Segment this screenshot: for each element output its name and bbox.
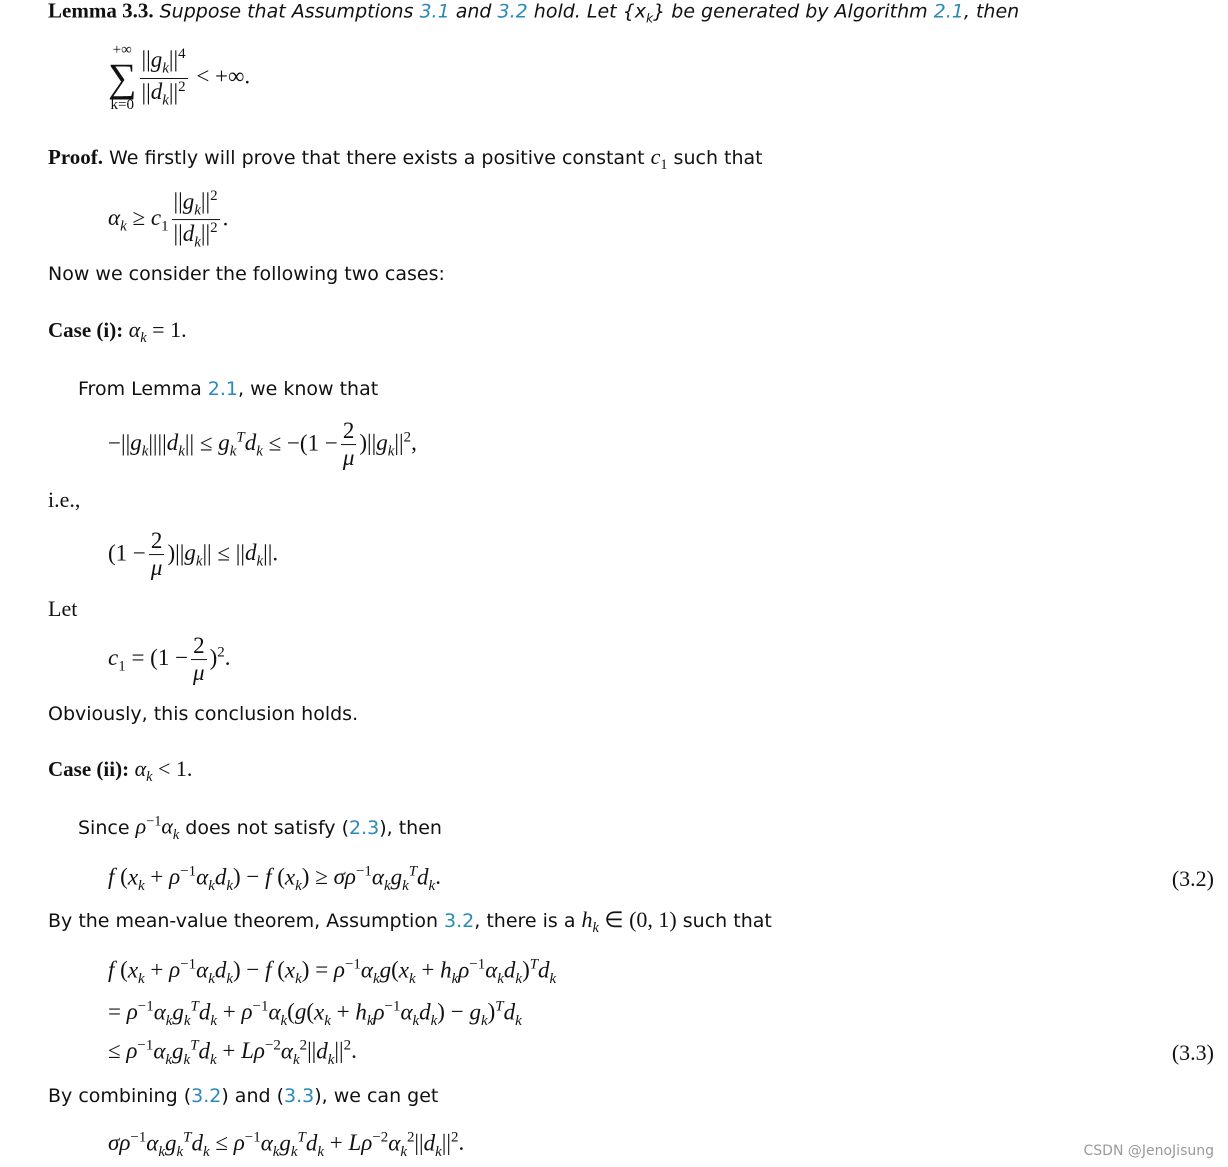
text: such that: [676, 909, 772, 932]
alpha-bound-equation: [108, 188, 228, 252]
lemma-equation: [108, 43, 250, 113]
mean-value-line: [48, 907, 772, 937]
lemma-text: hold. Let $\{x_k\}$ be generated by Algorithm: [527, 0, 934, 26]
equation-number: (3.3): [1171, 1040, 1214, 1065]
fraction: [191, 633, 207, 687]
equation-3-3-line-2: = $\rho^{-1}\alpha_kg_k^Td_k + \rho^{-1}\alpha_k(g(x_k + h_k\rho^{-1}\alpha_kd_k) - g_k)^Td_k$: [108, 998, 522, 1029]
text: does not satisfy (: [179, 816, 349, 839]
math: $c_1$: [650, 143, 668, 174]
sum-lower: k=0: [110, 97, 134, 113]
text: ) and (: [221, 1085, 284, 1107]
lemma-text: and: [449, 0, 498, 23]
summation: +∞ ∑ k=0: [108, 42, 137, 113]
assumption-3-1-link[interactable]: 3.1: [419, 0, 450, 23]
proof-intro: [48, 144, 763, 174]
sum-upper: +∞: [112, 42, 132, 58]
equation-3-3-line-1: f $(x_k + \rho^{-1}\alpha_kd_k) - f$ $(x_k) = \rho^{-1}\alpha_kg(x_k + h_k\rho^{-1}\alpha_kd_k)^Td_k$: [108, 956, 557, 987]
rhs: )$||g_k||^2$,: [359, 429, 417, 460]
case-1-heading: [48, 317, 187, 347]
denominator: μ: [193, 660, 205, 686]
lemma-2-1-link[interactable]: 2.1: [207, 378, 238, 400]
text: , there is a: [474, 909, 582, 932]
denominator: μ: [150, 555, 163, 581]
case-label: Case (i):: [48, 317, 124, 342]
lhs: $c_1 = (1$ −: [108, 645, 189, 675]
cases-intro: Now we consider the following two cases:: [48, 263, 445, 285]
numerator: $||g_k||^2$: [172, 188, 220, 220]
numerator: 2: [341, 418, 357, 445]
case-2-heading: [48, 756, 192, 786]
numerator: 2: [149, 528, 165, 555]
denominator: μ: [342, 445, 355, 471]
text: ), we can get: [314, 1085, 439, 1107]
math: $\rho^{-1}\alpha_k$: [135, 813, 180, 844]
lemma-statement: [48, 0, 1019, 25]
fraction: [341, 418, 357, 472]
since-line: [78, 814, 442, 845]
math: $h_k$ ∈ (0, 1): [581, 906, 677, 937]
math: $\alpha_k < 1$.: [134, 755, 193, 786]
inequality-2: [108, 528, 278, 582]
text: such that: [667, 146, 763, 169]
proof-label: Proof.: [48, 144, 104, 169]
rhs: )$^2$.: [209, 644, 231, 671]
from-lemma-line: [78, 378, 378, 400]
math: $\alpha_k = 1$.: [128, 316, 187, 347]
watermark: CSDN @JenoJisung: [1083, 1143, 1214, 1159]
conclusion-text: Obviously, this conclusion holds.: [48, 703, 359, 725]
lemma-text: Suppose that Assumptions: [153, 0, 420, 23]
lemma-text: , then: [963, 0, 1020, 23]
text: From Lemma: [78, 378, 208, 400]
rhs: < +∞.: [190, 63, 251, 89]
inequality-1: [108, 418, 417, 472]
denominator: $||d_k||^2$: [141, 78, 186, 109]
lhs: $-||g_k||||d_k|| \le g_k^Td_k \le -(1$ −: [108, 429, 338, 460]
final-inequality: $\sigma\rho^{-1}\alpha_kg_k^Td_k \le \rho^{-1}\alpha_kg_k^Td_k + L\rho^{-2}\alpha_k^2||d_k||^2$.: [108, 1129, 465, 1160]
fraction: [140, 46, 188, 110]
eq-2-3-link[interactable]: 2.3: [349, 816, 380, 839]
text: ), then: [379, 816, 442, 839]
case-label: Case (ii):: [48, 756, 130, 781]
combining-line: [48, 1085, 438, 1107]
fraction: [149, 528, 165, 582]
eq-3-2-link[interactable]: 3.2: [191, 1085, 222, 1107]
text: Since: [78, 816, 136, 839]
text: We firstly will prove that there exists a positive constant: [103, 146, 651, 169]
lhs: $\alpha_k \ge c_1$: [108, 205, 169, 235]
algorithm-2-1-link[interactable]: 2.1: [933, 0, 964, 23]
period: .: [222, 205, 229, 231]
text: , we know that: [237, 378, 379, 400]
equation-number: (3.2): [1171, 866, 1214, 891]
assumption-3-2-link[interactable]: 3.2: [444, 909, 475, 932]
text: By the mean-value theorem, Assumption: [48, 909, 445, 932]
denominator: $||d_k||^2$: [173, 220, 218, 251]
numerator: $||g_k||^4$: [140, 46, 188, 78]
fraction: [172, 188, 220, 252]
lhs: (1 −: [108, 540, 146, 566]
let-text: Let: [48, 596, 78, 621]
numerator: 2: [191, 633, 207, 660]
lemma-label: Lemma 3.3.: [48, 0, 154, 23]
text: By combining (: [48, 1085, 192, 1107]
assumption-3-2-link[interactable]: 3.2: [497, 0, 528, 23]
eq-3-3-link[interactable]: 3.3: [284, 1085, 315, 1107]
ie-text: i.e.,: [48, 487, 81, 512]
equation-3-2: f $(x_k + \rho^{-1}\alpha_kd_k) - f$ $(x_k) \ge \sigma\rho^{-1}\alpha_kg_k^Td_k$.: [108, 863, 441, 894]
c1-definition: [108, 633, 230, 687]
equation-3-3-line-3: ≤ $\rho^{-1}\alpha_kg_k^Td_k + L\rho^{-2}\alpha_k^2||d_k||^2$.: [108, 1037, 357, 1068]
rhs: )$||g_k|| \le ||d_k||$.: [167, 540, 279, 570]
